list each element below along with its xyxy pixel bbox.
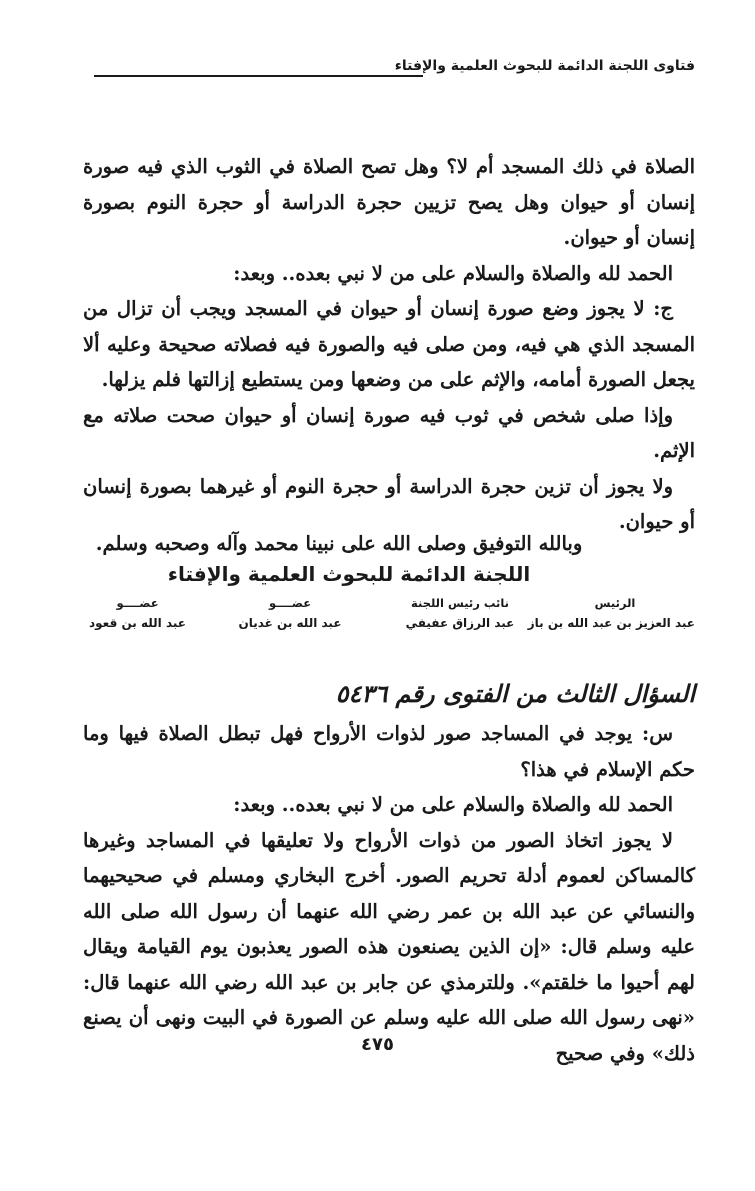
answer-paragraph-1: ج: لا يجوز وضع صورة إنسان أو حيوان في المسجد ويجب أن تزال من المسجد الذي هي فيه، ومن صلى فيه والصورة فيه فصلاته صحيحة وعليه ألا يجعل الصورة أمامه، والإثم على من وضعها ومن يستطيع إزالتها فلم يزلها.: [83, 297, 695, 391]
signer-name: عبد الله بن قعود: [89, 616, 186, 630]
signer-role: الرئيس: [594, 596, 636, 610]
previous-answer: [83, 149, 695, 540]
signer-president: [527, 594, 695, 634]
opening-praise: الحمد لله والصلاة والسلام على من لا نبي بعده.. وبعد:: [233, 261, 673, 285]
signatories: [83, 594, 695, 638]
signer-name: عبد الله بن غديان: [238, 616, 342, 630]
answer-paragraph-2: وإذا صلى شخص في ثوب فيه صورة إنسان أو حيوان صحت صلاته مع الإثم.: [83, 403, 695, 462]
question-tail-paragraph: الصلاة في ذلك المسجد أم لا؟ وهل تصح الصلاة في الثوب الذي فيه صورة إنسان أو حيوان وهل يصح تزيين حجرة الدراسة أو حجرة النوم بصورة إنسان أو حيوان.: [83, 155, 695, 249]
opening-praise: الحمد لله والصلاة والسلام على من لا نبي بعده.. وبعد:: [233, 793, 673, 816]
signer-vice-president: [390, 594, 530, 634]
question-text: س: يوجد في المساجد صور لذوات الأرواح فهل تبطل الصلاة فيها وما حكم الإسلام في هذا؟: [83, 722, 695, 781]
committee-name: اللجنة الدائمة للبحوث العلمية والإفتاء: [167, 562, 531, 586]
signer-role: عضــــو: [116, 596, 159, 610]
question-heading: السؤال الثالث من الفتوى رقم ٥٤٣٦: [335, 679, 695, 708]
signer-name: عبد الرزاق عفيفي: [405, 616, 515, 630]
signer-name: عبد العزيز بن عبد الله بن باز: [527, 616, 695, 630]
signer-role: عضــــو: [268, 596, 312, 610]
signer-member-1: [215, 594, 365, 634]
signer-member-2: [80, 594, 195, 634]
running-header: [94, 58, 695, 86]
page-number: ٤٧٥: [361, 1034, 394, 1055]
answer-paragraph-3: ولا يجوز أن تزين حجرة الدراسة أو حجرة النوم أو غيرهما بصورة إنسان أو حيوان.: [83, 474, 695, 533]
question-three: [83, 716, 695, 1071]
signer-role: نائب رئيس اللجنة: [411, 596, 509, 610]
answer-text: لا يجوز اتخاذ الصور من ذوات الأرواح ولا تعليقها في المساجد وغيرها كالمساكن لعموم أدلة تحريم الصور. أخرج البخاري ومسلم في صحيحيهما والنسائي عن عبد الله بن عمر رضي الله عنهما أن رسول الله صلى الله عليه وسلم قال: «إن الذين يصنعون هذه الصور يعذبون يوم القيامة ويقال لهم أحيوا ما خلقتم». وللترمذي عن جابر بن عبد الله رضي الله عنهما قال: «نهى رسول الله صلى الله عليه وسلم عن الصورة في البيت ونهى أن يصنع ذلك» وفي صحيح: [83, 828, 695, 1065]
running-header-title: فتاوى اللجنة الدائمة للبحوث العلمية والإفتاء: [394, 58, 695, 74]
closing-line: وبالله التوفيق وصلى الله على نبينا محمد وآله وصحبه وسلم.: [95, 532, 583, 555]
header-rule: [94, 75, 423, 77]
